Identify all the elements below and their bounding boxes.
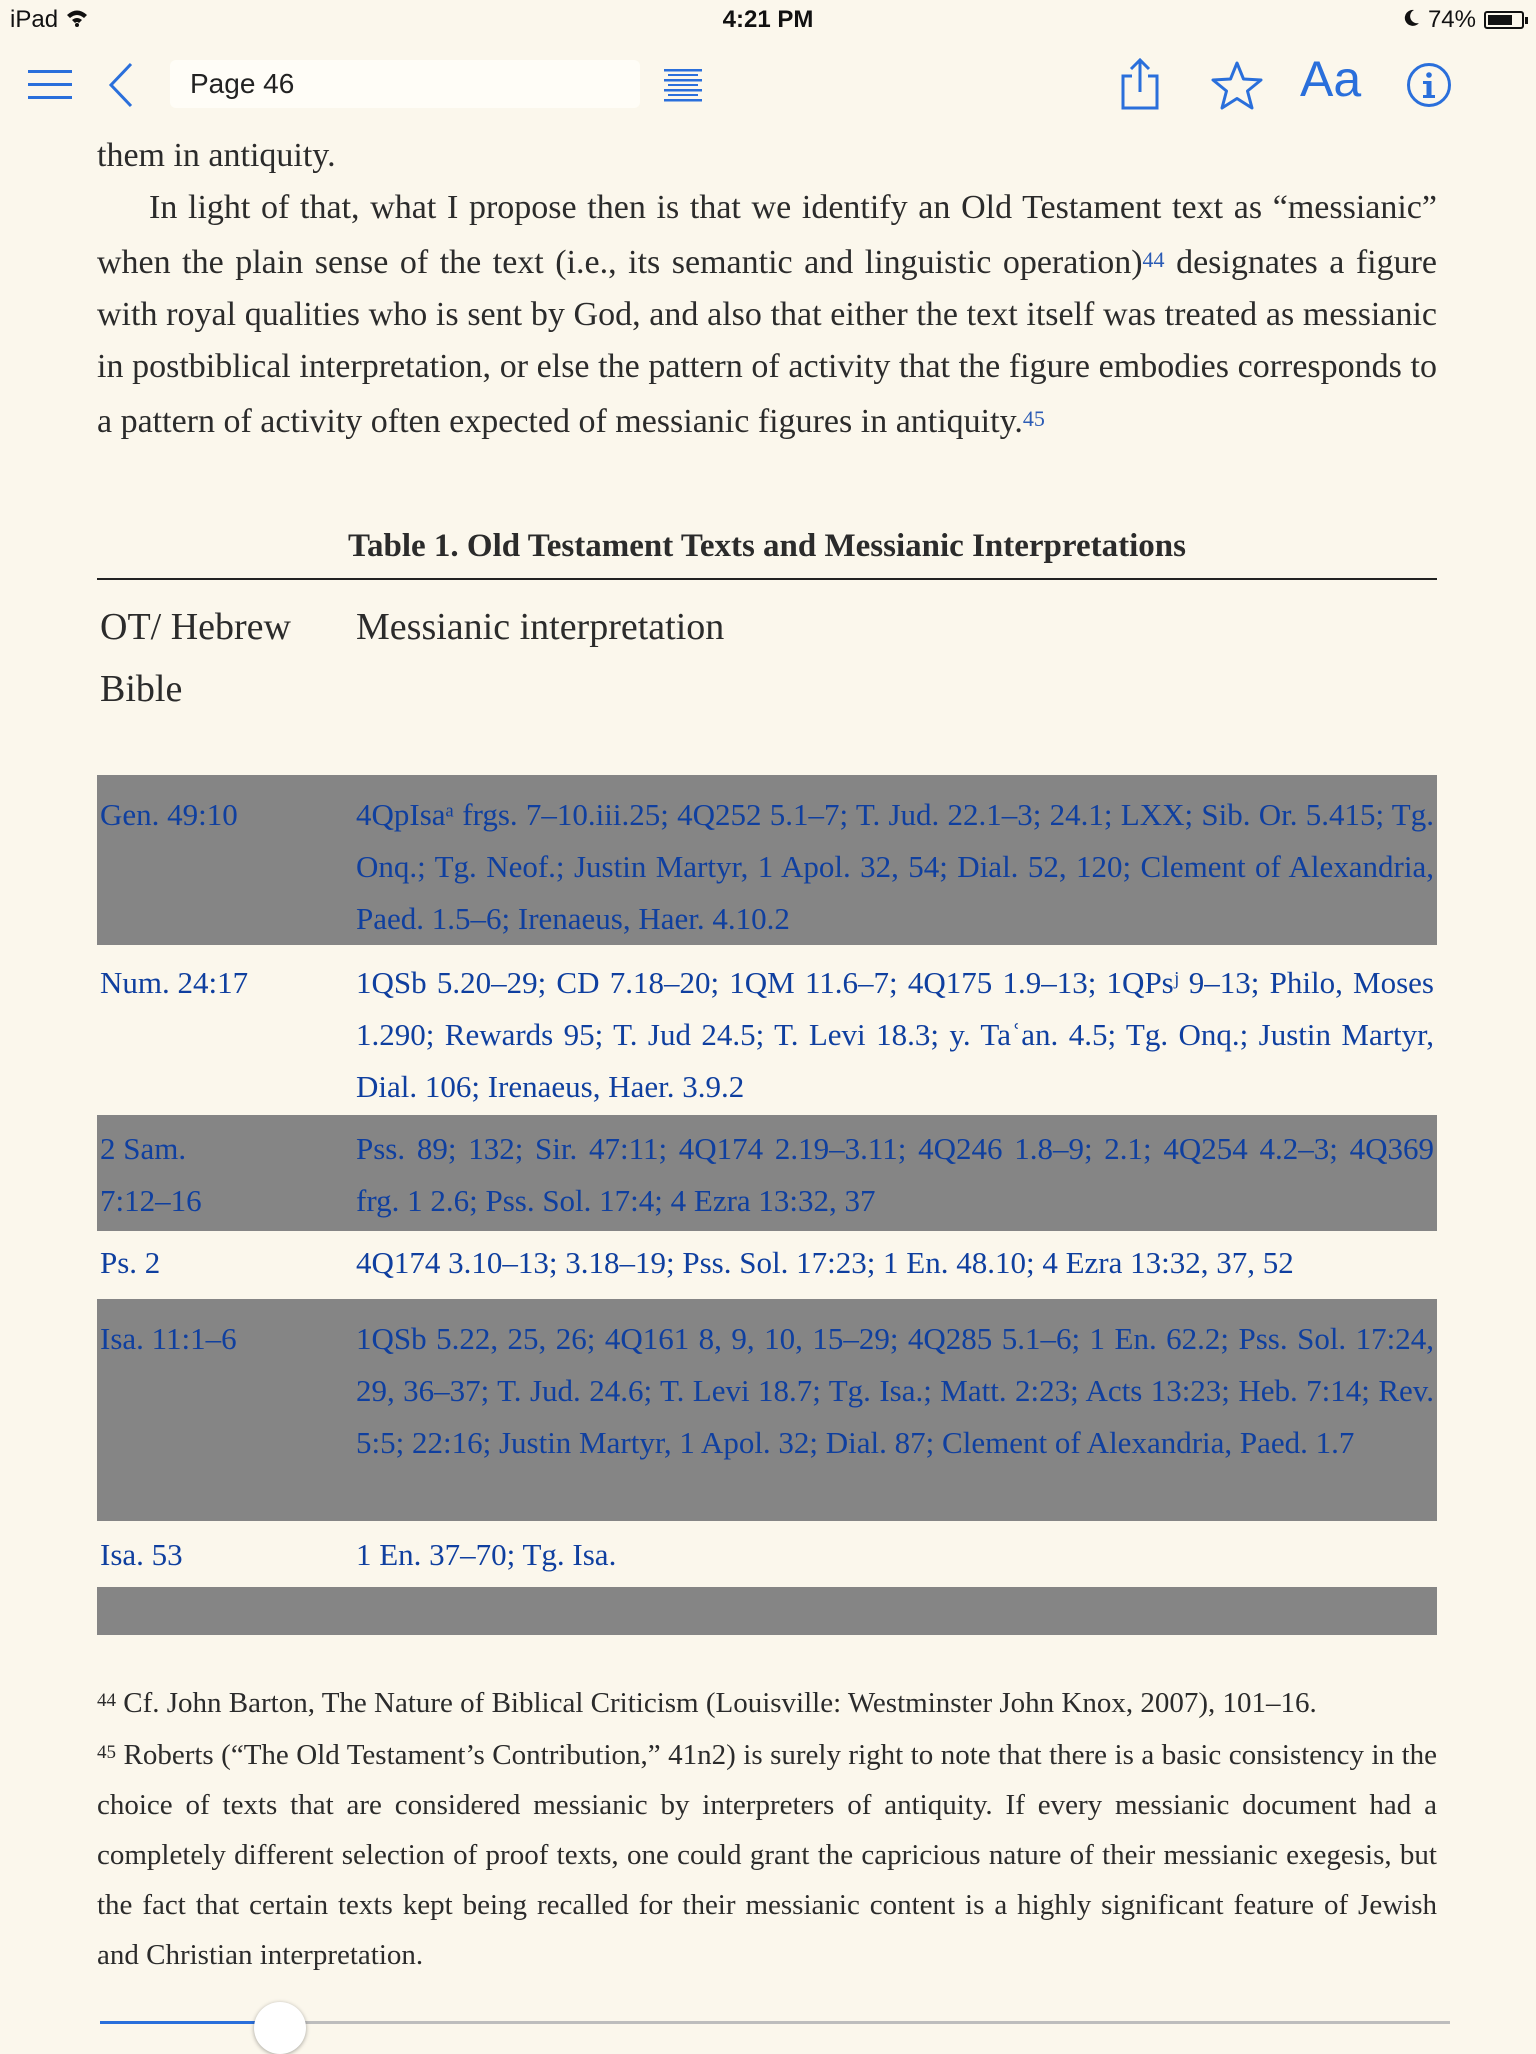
row-interpretation[interactable]: 1 En. 37–70; Tg. Isa.: [356, 1537, 617, 1572]
scrubber-progress: [100, 2021, 280, 2024]
battery-icon: [1484, 11, 1524, 29]
footnote-44: $^{44}$ Cf. John Barton, The Nature of Biblical Criticism (Louisville: Westminster John Knox, 2007), 101–16.: [97, 1687, 1317, 1719]
table-row: [97, 1521, 1437, 1587]
table-header-interpretation: Messianic interpretation: [356, 606, 725, 648]
footnotes: [97, 1676, 1437, 1980]
row-reference[interactable]: Isa. 11:1–6: [100, 1321, 237, 1356]
library-menu-icon[interactable]: [28, 68, 72, 107]
info-icon[interactable]: [1406, 62, 1452, 113]
footnote-ref-44[interactable]: 44: [1142, 247, 1165, 272]
moon-icon: [1404, 6, 1420, 34]
row-interpretation[interactable]: 4QpIsaᵃ frgs. 7–10.iii.25; 4Q252 5.1–7; T. Jud. 22.1–3; 24.1; LXX; Sib. Or. 5.415; Tg. Onq.; Tg. Neof.; Justin Martyr, 1 Apol. 32, 54; Dial. 52, 120; Clement of Alexandria, Paed. 1.5–6; Irenaeus, Haer. 4.10.2: [356, 797, 1434, 936]
book-page-text: [97, 130, 1437, 448]
table-row: [97, 775, 1437, 945]
status-bar: [0, 0, 1536, 40]
font-settings-button[interactable]: Aa: [1300, 51, 1362, 107]
table-row: [97, 1299, 1437, 1521]
table-top-rule: [97, 578, 1437, 580]
row-interpretation[interactable]: 1QSb 5.20–29; CD 7.18–20; 1QM 11.6–7; 4Q175 1.9–13; 1QPsʲ 9–13; Philo, Moses 1.290; Rewards 95; T. Jud 24.5; T. Levi 18.3; y. Taʿan. 4.5; Tg. Onq.; Justin Martyr, Dial. 106; Irenaeus, Haer. 3.9.2: [356, 965, 1434, 1104]
back-chevron-icon[interactable]: [108, 62, 134, 113]
share-icon[interactable]: [1120, 58, 1160, 115]
row-reference[interactable]: Isa. 53: [100, 1537, 183, 1572]
row-interpretation[interactable]: 1QSb 5.22, 25, 26; 4Q161 8, 9, 10, 15–29; 4Q285 5.1–6; 1 En. 62.2; Pss. Sol. 17:24, 29, 36–37; T. Jud. 24.6; T. Levi 18.7; Tg. Isa.; Matt. 2:23; Acts 13:23; Heb. 7:14; Rev. 5:5; 22:16; Justin Martyr, 1 Apol. 32; Dial. 87; Clement of Alexandria, Paed. 1.7: [356, 1321, 1434, 1460]
text-line: them in antiquity.: [97, 137, 336, 174]
row-reference[interactable]: Gen. 49:10: [100, 797, 238, 832]
table-row: [97, 945, 1437, 1115]
device-label: iPad: [10, 6, 59, 33]
footnote-45: $^{45}$ Roberts (“The Old Testament’s Contribution,” 41n2) is surely right to note that there is a basic consistency in the choice of texts that are considered messianic by interpreters of antiquity. If every messianic document had a completely different selection of proof texts, one could grant the capricious nature of their messianic exegesis, but the fact that certain texts kept being recalled for their messianic content is a highly significant feature of Jewish and Christian interpretation.: [97, 1739, 1437, 1971]
row-reference[interactable]: Ps. 2: [100, 1245, 161, 1280]
row-interpretation[interactable]: 4Q174 3.10–13; 3.18–19; Pss. Sol. 17:23; 1 En. 48.10; 4 Ezra 13:32, 37, 52: [356, 1245, 1294, 1280]
table-header-ot: OT/ Hebrew Bible: [100, 606, 291, 710]
scrubber-knob[interactable]: [254, 2002, 306, 2054]
page-number-field[interactable]: Page 46: [170, 60, 640, 108]
table-row: [97, 1231, 1437, 1299]
status-time: 4:21 PM: [722, 6, 814, 33]
row-reference[interactable]: 2 Sam. 7:12–16: [100, 1131, 202, 1218]
bookmark-star-icon[interactable]: [1210, 60, 1264, 115]
table-bottom-band: [97, 1587, 1437, 1635]
table-of-contents-icon[interactable]: [664, 68, 702, 109]
battery-level: [1488, 15, 1512, 25]
reader-toolbar: [0, 40, 1536, 130]
paragraph: In light of that, what I propose then is that we identify an Old Testament text as “messianic” when the plain sense of the text (i.e., its semantic and linguistic operation)$^{44}$ designates a figure with royal qualities who is sent by God, and also that either the text itself was treated as messianic in postbiblical interpretation, or else the pattern of activity that the figure embodies corresponds to a pattern of activity often expected of messianic figures in antiquity.$^{45}$: [97, 189, 1437, 440]
battery-percent: 74%: [1427, 6, 1476, 33]
table-row: [97, 1115, 1437, 1231]
footnote-ref-45[interactable]: 45: [1022, 406, 1045, 431]
table-title: Table 1. Old Testament Texts and Messianic Interpretations: [348, 528, 1186, 564]
row-reference[interactable]: Num. 24:17: [100, 965, 249, 1000]
row-interpretation[interactable]: Pss. 89; 132; Sir. 47:11; 4Q174 2.19–3.11; 4Q246 1.8–9; 2.1; 4Q254 4.2–3; 4Q369 frg. 1 2.6; Pss. Sol. 17:4; 4 Ezra 13:32, 37: [356, 1131, 1434, 1218]
page-scrubber[interactable]: [100, 2002, 1450, 2046]
